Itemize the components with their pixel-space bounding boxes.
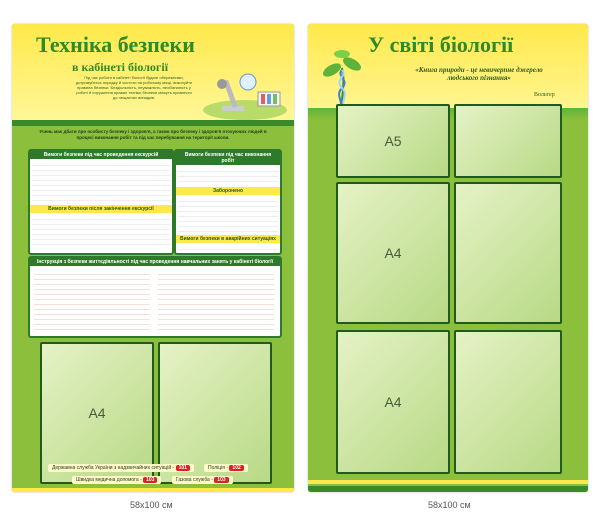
left-band [12, 120, 294, 126]
forbidden-text [178, 197, 278, 233]
pocket-a5 [336, 104, 450, 178]
instruction-panel [28, 256, 282, 338]
left-bottom-band [12, 488, 294, 492]
right-stand [308, 24, 588, 492]
footer-ambulance-strip [72, 476, 161, 484]
left-subtitle: в кабінеті біології [72, 60, 169, 74]
right-bottom-band-dark [308, 486, 588, 492]
right-quote: «Книга природи - це невичерпне джерело людського пізнання» [415, 66, 543, 82]
left-stand [12, 24, 294, 492]
pocket-a4-middle-label: A4 [384, 245, 402, 261]
pocket-a4-middle-right [454, 182, 562, 324]
pocket-a4-left [40, 342, 154, 484]
excursion-rules-text [32, 161, 170, 203]
section-instruction-title: Інструкція з безпеки життєдіяльності під час проведення навчальних занять у кабінеті біології [30, 258, 280, 266]
work-rules-text [178, 167, 278, 185]
right-bottom-band [308, 480, 588, 484]
footer-gas-number: 103 [214, 477, 228, 483]
section-excursion-title: Вимоги безпеки під час проведення екскурсій [30, 151, 172, 159]
pocket-a5-right [454, 104, 562, 178]
footer-emergency-label: Державна служба України з надзвичайних ситуацій - [52, 465, 175, 471]
left-size-caption: 58х100 см [130, 500, 173, 510]
instruction-text-col2 [158, 270, 274, 330]
after-excursion-text [32, 215, 170, 249]
pocket-a4-bottom-right [454, 330, 562, 474]
section-forbidden-title: Заборонено [176, 187, 280, 195]
pocket-size-label: A4 [88, 405, 106, 421]
footer-gas-strip [172, 476, 233, 484]
footer-police-strip [204, 464, 248, 472]
footer-police-label: Поліція - [208, 465, 229, 471]
footer-gas-label: Газова служба - [176, 477, 213, 483]
pocket-a4-bottom-left [336, 330, 450, 474]
instruction-text-col1 [34, 270, 150, 330]
pocket-a4-middle-left [336, 182, 450, 324]
section-after-excursion-title: Вимоги безпеки після закінчення екскурсії [30, 205, 172, 213]
right-title: У світі біології [368, 32, 514, 57]
footer-police-number: 102 [229, 465, 243, 471]
right-quote-author: Вольтер [534, 92, 555, 98]
section-emergency-title: Вимоги безпеки в аварійних ситуаціях [176, 235, 280, 243]
emergency-text [178, 245, 278, 253]
footer-emergency-strip [48, 464, 194, 472]
pocket-a5-label: A5 [384, 133, 402, 149]
microscope-illustration [200, 70, 290, 122]
pocket-a4-right [158, 342, 272, 484]
footer-ambulance-number: 103 [143, 477, 157, 483]
right-size-caption: 58х100 см [428, 500, 471, 510]
work-rules-panel [174, 149, 282, 255]
safety-notice: Учень має дбати про особисту безпеку і здоров'я, а також про безпеку і здоров'я оточуючих людей в процесі виконання робіт та під час перебування на території школи. [39, 129, 267, 140]
excursion-rules-panel [28, 149, 174, 255]
left-intro: Під час роботи в кабінеті біології будьте обережними, дотримуйтесь порядку й чистоти на робочому місці, виконуйте правила безпеки. Бездіяльність, неуважність, необізнаність у роботі й порушення правил техніки безпеки можуть призвести до нещасних випадків. [75, 75, 193, 100]
pocket-a4-bottom-label: A4 [384, 394, 402, 410]
left-title: Техніка безпеки [36, 32, 195, 57]
section-work-title: Вимоги безпеки під час виконання робіт [176, 151, 280, 165]
footer-emergency-number: 101 [176, 465, 190, 471]
footer-ambulance-label: Швидка медична допомога - [76, 477, 142, 483]
